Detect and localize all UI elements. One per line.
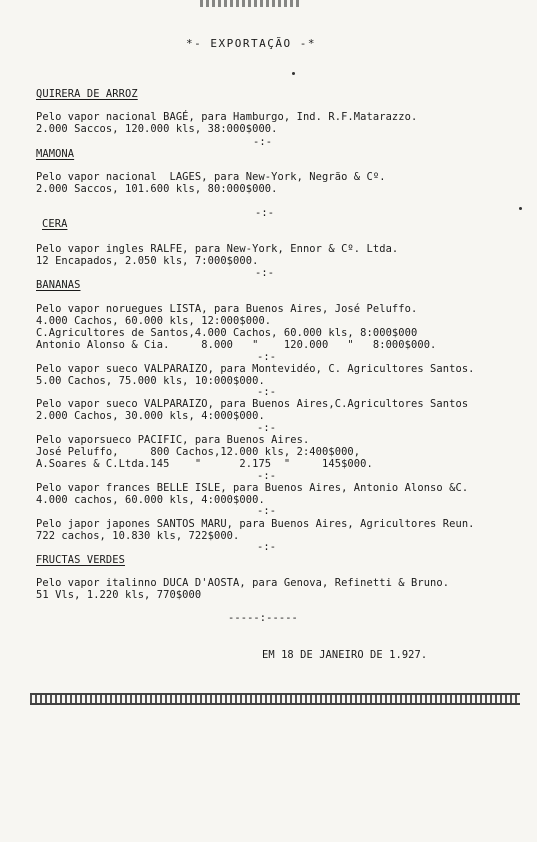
section-heading-quirera: QUIRERA DE ARROZ: [36, 88, 138, 100]
page-edge-smudge: [200, 0, 300, 7]
section-heading-cera: CERA: [42, 218, 68, 230]
separator: -:-: [257, 470, 277, 482]
section-heading-mamona: MAMONA: [36, 148, 75, 160]
text-line: 722 cachos, 10.830 kls, 722$000.: [36, 530, 240, 542]
text-line: Pelo vapor frances BELLE ISLE, para Buenos Aires, Antonio Alonso &C.: [36, 482, 469, 494]
text-line: Pelo vapor ingles RALFE, para New-York, Ennor & Cº. Ltda.: [36, 243, 399, 255]
section-heading-bananas: BANANAS: [36, 279, 81, 291]
text-line: Pelo vapor noruegues LISTA, para Buenos Aires, José Peluffo.: [36, 303, 418, 315]
text-line: Pelo vapor sueco VALPARAIZO, para Montevidéo, C. Agricultores Santos.: [36, 363, 475, 375]
text-line: Pelo vapor italinno DUCA D'AOSTA, para Genova, Refinetti & Bruno.: [36, 577, 450, 589]
separator: -:-: [257, 541, 277, 553]
text-line: 51 Vls, 1.220 kls, 770$000: [36, 589, 202, 601]
text-line: Pelo vapor sueco VALPARAIZO, para Buenos Aires,C.Agricultores Santos: [36, 398, 469, 410]
section-heading-fructas: FRUCTAS VERDES: [36, 554, 125, 566]
ink-speck: [292, 72, 295, 75]
text-line: Pelo japor japones SANTOS MARU, para Buenos Aires, Agricultores Reun.: [36, 518, 475, 530]
separator: -:-: [255, 207, 275, 219]
text-line: 2.000 Saccos, 101.600 kls, 80:000$000.: [36, 183, 278, 195]
text-line: 4.000 cachos, 60.000 kls, 4:000$000.: [36, 494, 265, 506]
separator: -:-: [255, 267, 275, 279]
text-line: Pelo vaporsueco PACIFIC, para Buenos Aires.: [36, 434, 310, 446]
text-line: 2.000 Cachos, 30.000 kls, 4:000$000.: [36, 410, 265, 422]
separator: -:-: [257, 351, 277, 363]
document-title: *- EXPORTAÇÃO -*: [186, 37, 316, 50]
text-line: Pelo vapor nacional BAGÉ, para Hamburgo, Ind. R.F.Matarazzo.: [36, 111, 418, 123]
text-line: 12 Encapados, 2.050 kls, 7:000$000.: [36, 255, 259, 267]
text-line: José Peluffo, 800 Cachos,12.000 kls, 2:400$000,: [36, 446, 361, 458]
text-line: 4.000 Cachos, 60.000 kls, 12:000$000.: [36, 315, 272, 327]
text-line: Pelo vapor nacional LAGES, para New-York, Negrão & Cº.: [36, 171, 386, 183]
text-line: 2.000 Saccos, 120.000 kls, 38:000$000.: [36, 123, 278, 135]
separator: -:-: [257, 386, 277, 398]
text-line: A.Soares & C.Ltda.145 " 2.175 " 145$000.: [36, 458, 373, 470]
bottom-rule: [30, 693, 520, 705]
separator: -:-: [257, 505, 277, 517]
text-line: Antonio Alonso & Cia. 8.000 " 120.000 " 8:000$000.: [36, 339, 437, 351]
closing-separator: -----:-----: [228, 612, 298, 624]
text-line: 5.00 Cachos, 75.000 kls, 10:000$000.: [36, 375, 265, 387]
separator: -:-: [257, 422, 277, 434]
separator: -:-: [253, 136, 273, 148]
text-line: C.Agricultores de Santos,4.000 Cachos, 60.000 kls, 8:000$000: [36, 327, 418, 339]
ink-speck: [519, 207, 522, 210]
date-line: EM 18 DE JANEIRO DE 1.927.: [262, 649, 428, 661]
